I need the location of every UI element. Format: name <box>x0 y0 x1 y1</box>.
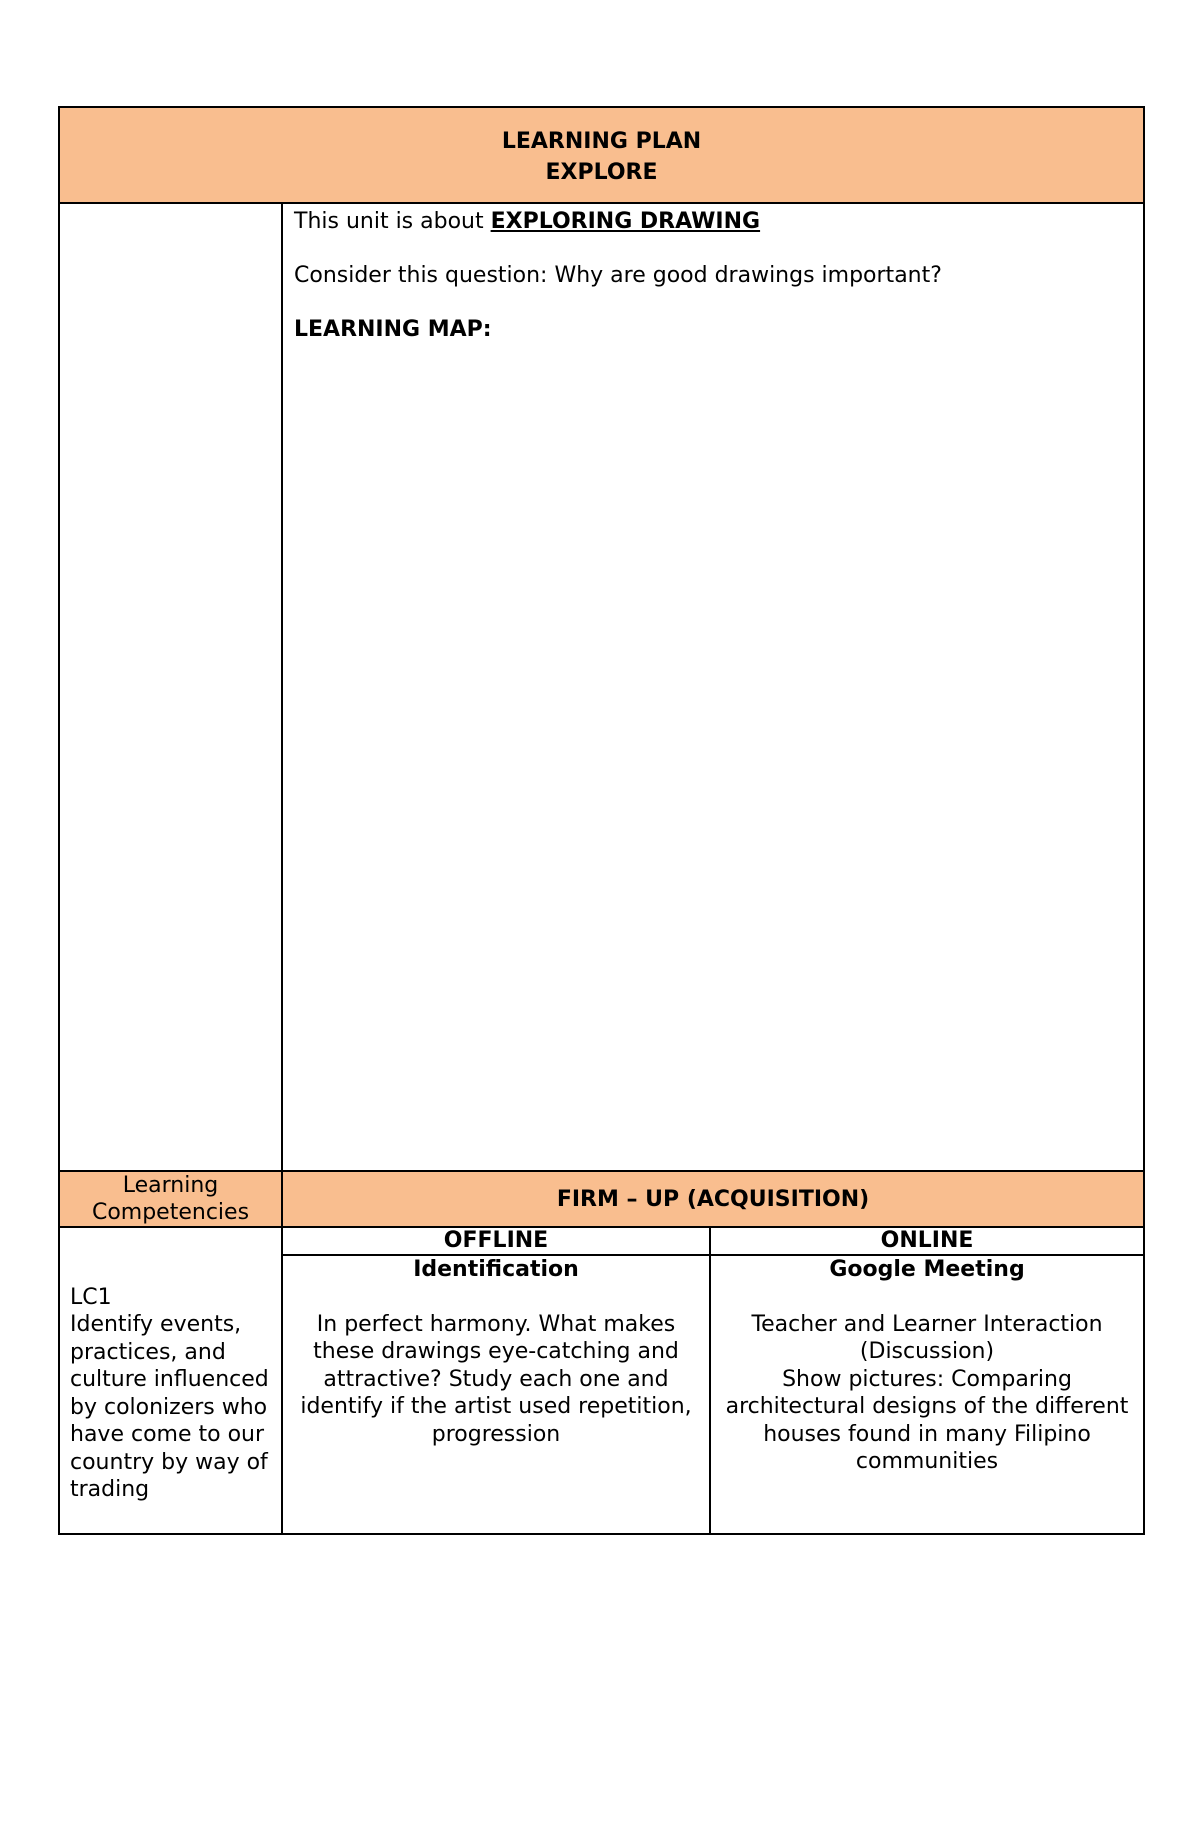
intro-left-cell <box>59 203 282 1171</box>
online-activity <box>710 1255 1143 1533</box>
competency-cell <box>59 1227 282 1534</box>
section-header-row <box>59 1171 1144 1227</box>
learning-competencies-header: Learning Competencies <box>59 1171 282 1227</box>
online-activity-line1: Teacher and Learner Interaction (Discussion) <box>751 1311 1103 1364</box>
offline-activity-text: In perfect harmony. What makes these drawings eye-catching and attractive? Study each one and identify if the artist used repetition, progression <box>300 1311 692 1447</box>
intro-row <box>59 203 1144 1171</box>
online-activity-title: Google Meeting <box>829 1257 1025 1282</box>
activities-table <box>283 1228 1143 1533</box>
header-row <box>59 107 1144 203</box>
firm-up-header: FIRM – UP (ACQUISITION) <box>282 1171 1144 1227</box>
learning-map-label: LEARNING MAP: <box>294 317 492 342</box>
online-header: ONLINE <box>710 1228 1143 1255</box>
unit-prefix: This unit is about <box>294 209 491 234</box>
activities-cell <box>282 1227 1144 1534</box>
mode-header-row <box>283 1228 1143 1255</box>
mode-body-row <box>283 1255 1143 1533</box>
intro-cell <box>282 203 1144 1171</box>
learning-plan-table <box>58 106 1145 1535</box>
offline-activity <box>283 1255 710 1533</box>
learning-plan-header <box>59 107 1144 203</box>
unit-line <box>294 208 1132 235</box>
offline-header: OFFLINE <box>283 1228 710 1255</box>
offline-activity-title: Identification <box>413 1257 579 1282</box>
competency-row <box>59 1227 1144 1534</box>
header-subtitle: EXPLORE <box>545 160 658 185</box>
essential-question: Consider this question: Why are good drawings important? <box>294 263 942 288</box>
online-activity-line2: Show pictures: Comparing architectural designs of the different houses found in many Filipino communities <box>725 1366 1129 1474</box>
unit-title: EXPLORING DRAWING <box>490 209 761 234</box>
header-title: LEARNING PLAN <box>501 129 702 154</box>
lc-code: LC1 <box>70 1284 112 1310</box>
lc-text: Identify events, practices, and culture influenced by colonizers who have come to our country by way of trading <box>70 1312 269 1502</box>
